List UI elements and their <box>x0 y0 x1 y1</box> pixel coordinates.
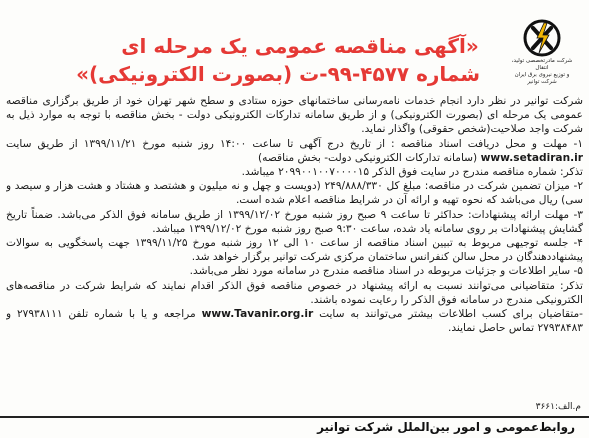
item-1-tail: (سامانه تدارکات الکترونیکی دولت- بخش مناقصه) <box>258 151 478 164</box>
title-line-2: شماره ۴۵۷۷-۹۹-ت (بصورت الکترونیکی)» <box>76 62 480 86</box>
company-logo <box>507 18 577 84</box>
notice-title <box>76 32 480 88</box>
logo-caption-3: شرکت توانیر <box>527 79 557 85</box>
logo-caption-2: و توزیع نیروی برق ایران <box>514 72 570 78</box>
tavanir-logo-icon <box>522 18 562 58</box>
notice-header <box>0 14 589 84</box>
setadiran-link[interactable]: www.setadiran.ir <box>480 151 583 164</box>
title-line-1: «آگهی مناقصه عمومی یک مرحله ای <box>121 34 479 58</box>
ad-code: م.الف:۳۶۶۱ <box>535 402 581 412</box>
logo-caption-1: شرکت مادرتخصصی تولید، انتقال <box>511 58 573 71</box>
tavanir-link[interactable]: www.Tavanir.org.ir <box>201 308 314 321</box>
item-1-text: ۱- مهلت و محل دریافت اسناد مناقصه : از تاریخ درج آگهی تا ساعت ۱۴:۰۰ روز شنبه مورخ ۱۳۹۹/۱۱/۲۱ از طریق سایت <box>6 137 583 150</box>
item-4: ۴- جلسه توجیهی مربوط به تبیین اسناد مناقصه از ساعت ۱۰ الی ۱۲ روز شنبه مورخ ۱۳۹۹/۱۱/۲۵ جهت پاسخگویی به سوالات پیشنهاددهندگان در محل سالن کنفرانس ساختمان مرکزی شرکت توانیر برگزار خواهد شد. <box>6 237 583 264</box>
item-2: ۲- میزان تضمین شرکت در مناقصه: مبلغ کل ۲۴۹/۸۸۸/۳۳۰ (دویست و چهل و نه میلیون و هشتصد و هشتاد و هشت هزار و سیصد و سی) ریال می‌باشد که نحوه تهیه و ارائه آن در شرایط مناقصه اعلام شده است. <box>6 180 583 207</box>
contact-pre: -متقاضیان برای کسب اطلاعات بیشتر می‌توانند به سایت <box>319 308 583 321</box>
item-5: ۵- سایر اطلاعات و جزئیات مربوطه در اسناد مناقصه مندرج در سامانه مورد نظر می‌باشد. <box>189 265 583 278</box>
contact-paragraph <box>6 307 583 335</box>
footer-title: روابط‌عمومی و امور بین‌الملل شرکت توانیر <box>317 420 575 434</box>
note-2: تذکر: متقاضیانی می‌توانند نسبت به ارائه پیشنهاد در خصوص مناقصه فوق الذکر اقدام نمایند که شرایط شرکت در مناقصه‌های الکترونیکی مندرج در سامانه فوق الذکر را رعایت نموده باشند. <box>6 279 583 306</box>
contact-post: مراجعه و یا با شماره تلفن ۲۷۹۳۸۱۱۱ و ۲۷۹۳۸۴۸۳ تماس حاصل نمایند. <box>6 308 583 335</box>
intro-paragraph: شرکت توانیر در نظر دارد انجام خدمات نامه‌رسانی ساختمانهای حوزه ستادی و سطح شهر تهران خود از طریق برگزاری مناقصه عمومی یک مرحله ای (بصورت الکترونیکی) و از طریق سامانه تدارکات الکترونیکی دولت - بخش مناقصه با توجه به موارد ذیل به شرکت واجد صلاحیت(شخص حقوقی) واگذار نماید. <box>6 95 583 136</box>
item-1 <box>6 137 583 165</box>
item-3: ۳- مهلت ارائه پیشنهادات: حداکثر تا ساعت ۹ صبح روز شنبه مورخ ۱۳۹۹/۱۲/۰۲ از طریق سامانه فوق الذکر می‌باشد. ضمناً تاریخ گشایش پیشنهادات بر روی سامانه یاد شده، ساعت ۹:۳۰ صبح روز شنبه مورخ ۱۳۹۹/۱۲/۰۲ میباشد. <box>6 208 583 235</box>
note-1: تذکر: شماره مناقصه مندرج در سایت فوق الذکر ۲۰۹۹۰۰۱۰۰۷۰۰۰۰۱۵ میباشد. <box>241 166 583 179</box>
footer-bar <box>0 416 589 438</box>
notice-body <box>6 94 583 402</box>
